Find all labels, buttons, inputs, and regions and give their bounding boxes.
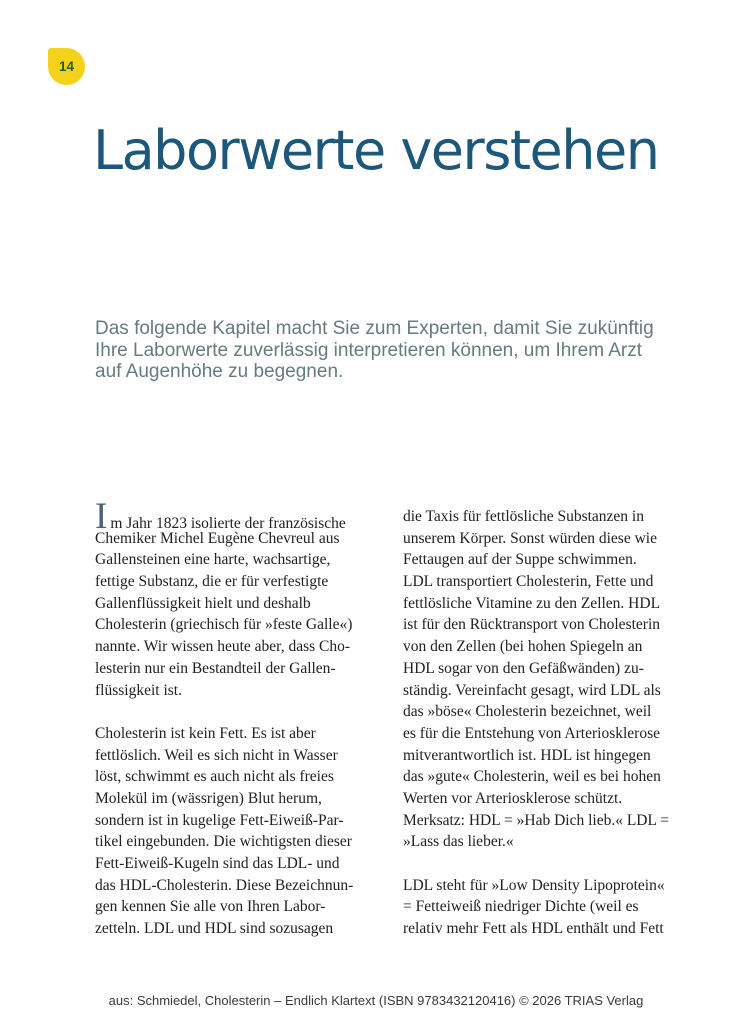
text-line: nannte. Wir wissen heute aber, dass Cho- xyxy=(95,638,351,656)
text-line: tikel eingebunden. Die wichtigsten dieser xyxy=(95,833,352,851)
text-line: Cholesterin (griechisch für »feste Galle«) xyxy=(95,616,353,634)
text-line: fettlösliche Vitamine zu den Zellen. HDL xyxy=(403,594,661,612)
text-line: Chemiker Michel Eugène Chevreul aus xyxy=(95,529,340,547)
text-line: m Jahr 1823 isolierte der französische xyxy=(110,515,346,532)
page-number: 14 xyxy=(58,59,75,74)
text-line: es für die Entstehung von Arteriosklerose xyxy=(403,724,660,742)
paragraph xyxy=(403,506,683,853)
text-line: Gallensteinen eine harte, wachsartige, xyxy=(95,551,331,569)
text-line: flüssigkeit ist. xyxy=(95,681,182,699)
text-line: fettlöslich. Weil es sich nicht in Wasser xyxy=(95,746,338,764)
text-line: Fett-Eiweiß-Kugeln sind das LDL- und xyxy=(95,855,340,872)
text-line: das »böse« Cholesterin bezeichnet, weil xyxy=(403,703,652,721)
text-line: zetteln. LDL und HDL sind sozusagen xyxy=(95,920,334,938)
text-line: die Taxis für fettlösliche Substanzen in xyxy=(403,508,644,525)
text-line: HDL sogar von den Gefäßwänden) zu- xyxy=(403,659,644,677)
text-line-with-initial xyxy=(95,496,375,537)
text-line: Das folgende Kapitel macht Sie zum Experten, damit Sie zukünftig xyxy=(95,318,654,339)
text-line: Ihre Laborwerte zuverlässig interpretieren können, um Ihrem Arzt xyxy=(95,339,643,361)
text-line: von den Zellen (bei hohen Spiegeln an xyxy=(403,638,643,656)
text-line: Merksatz: HDL = »Hab Dich lieb.« LDL = xyxy=(403,811,669,829)
text-line: LDL steht für »Low Density Lipoprotein« xyxy=(403,876,665,894)
text-line: lesterin nur ein Bestandteil der Gallen- xyxy=(95,659,336,677)
text-column-right xyxy=(403,506,683,940)
text-line: ständig. Vereinfacht gesagt, wird LDL als xyxy=(403,681,661,699)
chapter-title: Laborwerte verstehen xyxy=(93,119,659,182)
text-column-left xyxy=(95,496,375,940)
paragraph xyxy=(403,875,683,940)
text-line: fettige Substanz, die er für verfestigte xyxy=(95,573,329,591)
text-line: löst, schwimmt es auch nicht als freies xyxy=(95,768,334,786)
text-line: unserem Körper. Sonst würden diese wie xyxy=(403,529,657,547)
text-line: auf Augenhöhe zu begegnen. xyxy=(95,361,344,383)
text-line: Gallenflüssigkeit hielt und deshalb xyxy=(95,594,311,612)
footer-credit: aus: Schmiedel, Cholesterin – Endlich Klartext (ISBN 9783432120416) © 2026 TRIAS Verlag xyxy=(108,993,644,1008)
initial-cap: I xyxy=(95,496,108,537)
text-line: Molekül im (wässrigen) Blut herum, xyxy=(95,789,322,807)
text-line: das HDL-Cholesterin. Diese Bezeichnun- xyxy=(95,876,354,894)
text-line: Cholesterin ist kein Fett. Es ist aber xyxy=(95,724,316,742)
paragraph xyxy=(95,496,375,701)
text-line: mitverantwortlich ist. HDL ist hingegen xyxy=(403,746,651,764)
paragraph xyxy=(95,723,375,940)
text-line: das »gute« Cholesterin, weil es bei hohen xyxy=(403,768,661,786)
text-line: ist für den Rücktransport von Cholesterin xyxy=(403,616,660,634)
text-line: Werten vor Arteriosklerose schützt. xyxy=(403,789,623,807)
page-number-badge xyxy=(48,48,85,85)
text-line: LDL transportiert Cholesterin, Fette und xyxy=(403,573,654,591)
text-line: »Lass das lieber.« xyxy=(403,833,514,851)
chapter-intro xyxy=(95,318,695,383)
text-line: gen kennen Sie alle von Ihren Labor- xyxy=(95,898,326,916)
text-line: relativ mehr Fett als HDL enthält und Fett xyxy=(403,920,664,938)
text-line: sondern ist in kugelige Fett-Eiweiß-Par- xyxy=(95,811,344,829)
paragraph-lines xyxy=(95,528,375,702)
text-line: = Fetteiweiß niedriger Dichte (weil es xyxy=(403,898,639,916)
text-line: Fettaugen auf der Suppe schwimmen. xyxy=(403,551,637,569)
